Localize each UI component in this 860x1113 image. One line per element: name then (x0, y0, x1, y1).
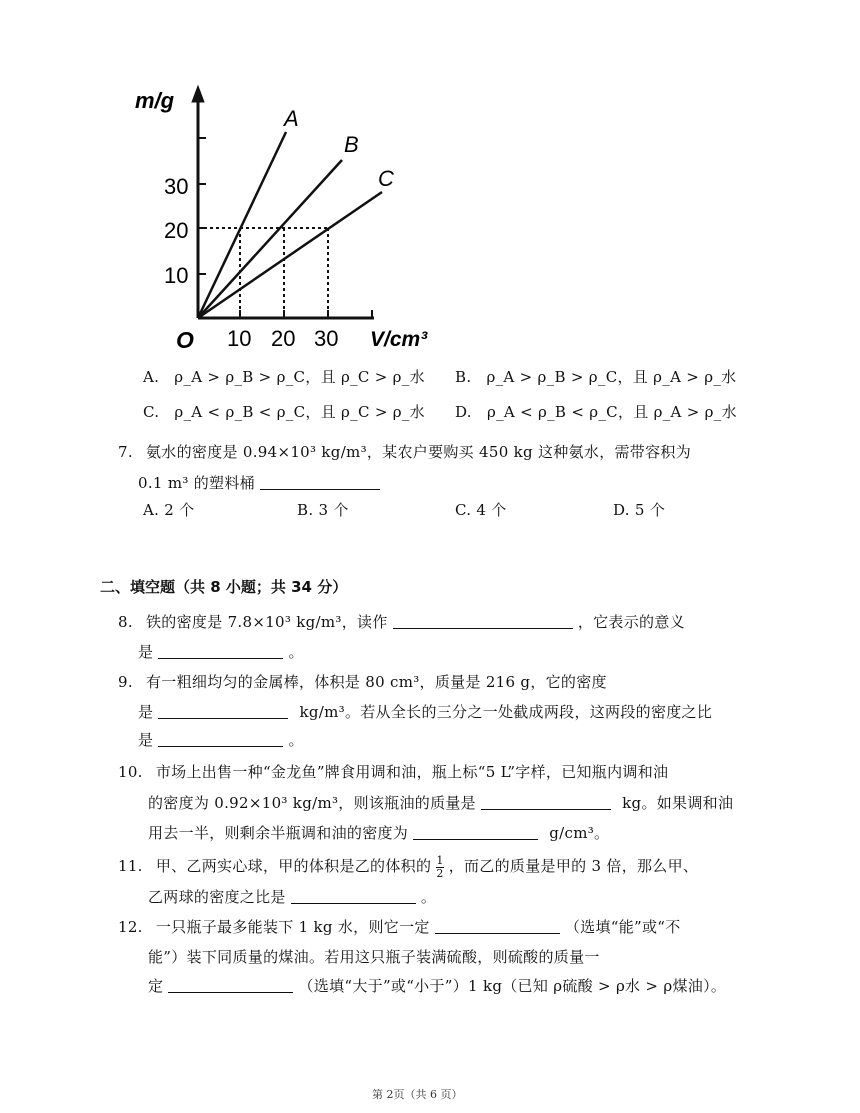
q7-text-line1: 氨水的密度是 0.94×10³ kg/m³，某农户要购买 450 kg 这种氨水，需带容积为 (146, 443, 692, 461)
q11-number: 11. (118, 857, 143, 875)
q12-line2 (148, 946, 600, 967)
q6-option-d-letter: D. (455, 403, 472, 421)
q7-line2 (138, 472, 380, 493)
q12-text-line1b: （选填“能”或“不 (564, 918, 681, 936)
q10-answer-blank-1[interactable] (481, 793, 611, 810)
q11-text-line1b: ，而乙的质量是甲的 3 倍，那么甲、 (448, 857, 699, 875)
q6-option-c-text: ρ_A < ρ_B < ρ_C，且 ρ_C > ρ_水 (174, 403, 425, 421)
q8-line1 (118, 611, 685, 632)
q8-text-a: 铁的密度是 7.8×10³ kg/m³，读作 (146, 613, 388, 631)
q10-text-line3a: 用去一半，则剩余半瓶调和油的密度为 (148, 824, 409, 842)
q8-line2 (138, 641, 304, 662)
q7-option-a: A. 2 个 (143, 501, 195, 519)
q11-line1 (118, 855, 698, 880)
q9-line1 (118, 671, 607, 692)
q7-number: 7. (118, 443, 133, 461)
q11-answer-blank[interactable] (291, 887, 416, 904)
q6-option-d (455, 401, 737, 422)
q8-answer-blank-1[interactable] (393, 612, 573, 629)
q9-end: 。 (288, 731, 304, 749)
q6-option-b-text: ρ_A > ρ_B > ρ_C，且 ρ_A > ρ_水 (486, 368, 737, 386)
q7-line1 (118, 441, 691, 462)
line-b (198, 160, 342, 318)
y-axis-arrow (192, 86, 204, 102)
q10-number: 10. (118, 763, 143, 781)
q10-answer-blank-2[interactable] (413, 823, 538, 840)
y-tick-label-20: 20 (164, 218, 189, 243)
q11-fraction (436, 855, 443, 880)
line-a (198, 132, 286, 318)
q9-number: 9. (118, 673, 133, 691)
q8-answer-blank-2[interactable] (158, 642, 283, 659)
q11-frac-denominator: 2 (436, 867, 444, 880)
q8-text-line2: 是 (138, 643, 154, 661)
q11-frac-numerator: 1 (436, 854, 444, 867)
q11-end: 。 (420, 888, 437, 906)
q10-text-line2b: kg。如果调和油 (622, 794, 734, 812)
q7-text-line2: 0.1 m³ 的塑料桶 (138, 474, 255, 492)
q6-option-a-letter: A. (143, 368, 160, 386)
origin-label: O (176, 327, 194, 353)
x-tick-label-30: 30 (314, 326, 339, 351)
q7-option-d: D. 5 个 (613, 501, 666, 519)
q9-answer-blank-1[interactable] (158, 702, 288, 719)
q10-text-line1: 市场上出售一种“金龙鱼”牌食用调和油，瓶上标“5 L”字样，已知瓶内调和油 (155, 763, 669, 781)
y-tick-label-10: 10 (164, 263, 189, 288)
q9-line3 (138, 729, 304, 750)
q12-line3 (148, 975, 726, 996)
page-footer: 第 2页（共 6 页） (372, 1088, 463, 1101)
line-a-label: A (284, 106, 299, 131)
q11-text-line1a: 甲、乙两实心球，甲的体积是乙的体积的 (155, 857, 432, 875)
q10-text-line3b: g/cm³。 (549, 824, 610, 842)
q9-answer-blank-2[interactable] (158, 730, 283, 747)
y-axis-label: m/g (135, 88, 175, 113)
x-tick-label-10: 10 (227, 326, 252, 351)
section-title: 二、填空题（共 8 小题；共 34 分） (100, 578, 348, 596)
q8-text-b: ，它表示的意义 (577, 613, 685, 631)
q12-text-line2: 能”）装下同质量的煤油。若用这只瓶子装满硫酸，则硫酸的质量一 (148, 948, 600, 966)
q7-answer-blank[interactable] (260, 473, 380, 490)
q6-option-a (143, 366, 425, 387)
q12-line1 (118, 916, 681, 937)
q6-option-a-text: ρ_A > ρ_B > ρ_C，且 ρ_C > ρ_水 (174, 368, 425, 386)
q12-number: 12. (118, 918, 143, 936)
q9-text-line2b: kg/m³。若从全长的三分之一处截成两段，这两段的密度之比 (299, 703, 713, 721)
q6-option-b-letter: B. (455, 368, 472, 386)
q11-text-line2: 乙两球的密度之比是 (148, 888, 286, 906)
q9-line2 (138, 701, 712, 722)
x-axis-label: V/cm³ (370, 328, 428, 351)
q12-answer-blank-2[interactable] (168, 976, 293, 993)
q9-text-line3: 是 (138, 731, 154, 749)
q7-option-c: C. 4 个 (455, 501, 507, 519)
q12-text-line1a: 一只瓶子最多能装下 1 kg 水，则它一定 (155, 918, 430, 936)
q12-text-line3a: 定 (148, 977, 164, 995)
density-graph (135, 78, 460, 358)
q11-line2 (148, 886, 436, 907)
q10-line2 (148, 792, 733, 813)
q6-option-c (143, 401, 425, 422)
q10-line1 (118, 761, 668, 782)
y-tick-label-30: 30 (164, 174, 189, 199)
q9-text-line2a: 是 (138, 703, 154, 721)
q10-line3 (148, 822, 609, 843)
q9-text-line1: 有一粗细均匀的金属棒，体积是 80 cm³，质量是 216 g，它的密度 (146, 673, 607, 691)
q6-option-c-letter: C. (143, 403, 160, 421)
q10-text-line2a: 的密度为 0.92×10³ kg/m³，则该瓶油的质量是 (148, 794, 476, 812)
line-c-label: C (378, 166, 394, 191)
q6-option-d-text: ρ_A < ρ_B < ρ_C，且 ρ_A > ρ_水 (486, 403, 737, 421)
q7-option-b: B. 3 个 (297, 501, 349, 519)
q8-number: 8. (118, 613, 133, 631)
x-tick-label-20: 20 (271, 326, 296, 351)
q12-text-line3b: （选填“大于”或“小于”）1 kg（已知 ρ硫酸 > ρ水 > ρ煤油）。 (298, 977, 727, 995)
q6-option-b (455, 366, 736, 387)
q12-answer-blank-1[interactable] (435, 917, 560, 934)
line-b-label: B (344, 132, 359, 157)
q8-end: 。 (288, 643, 304, 661)
line-c (198, 192, 382, 318)
